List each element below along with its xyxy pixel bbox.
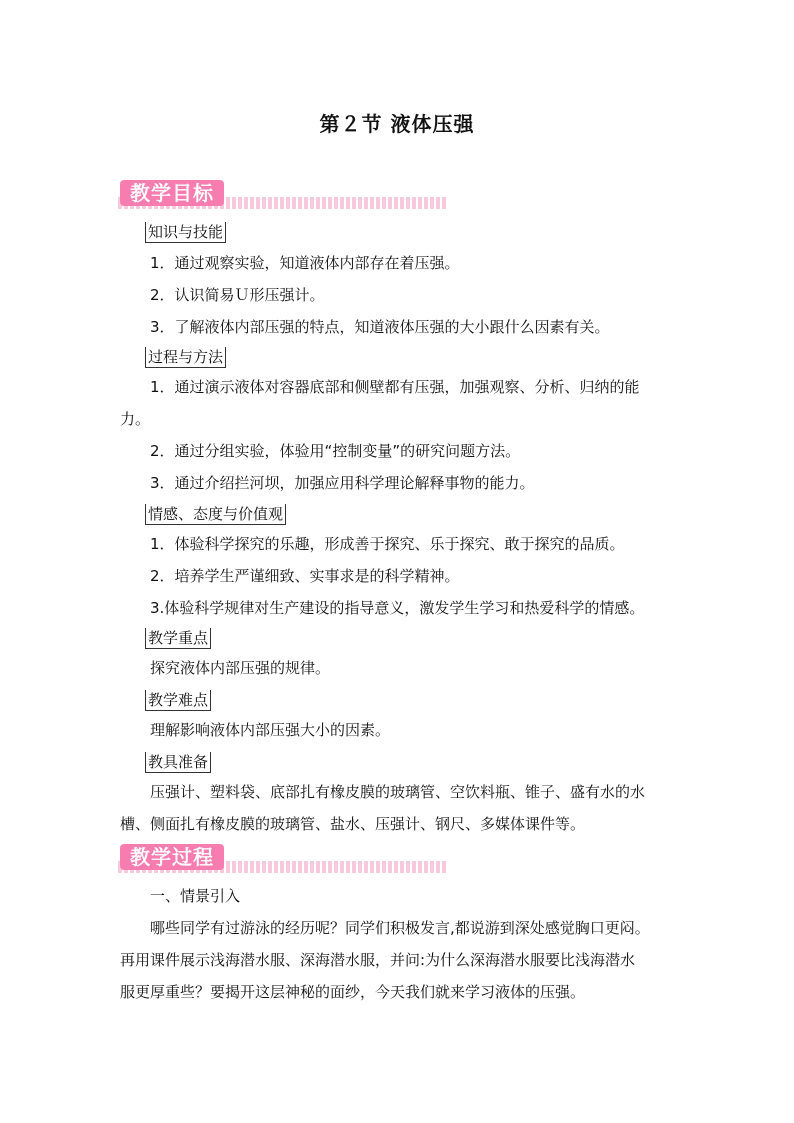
emotion-item: 1．体验科学探究的乐趣，形成善于探究、乐于探究、敢于探究的品质。: [150, 535, 625, 553]
emotion-item: 2．培养学生严谨细致、实事求是的科学精神。: [150, 567, 460, 585]
process-item: 3．通过介绍拦河坝，加强应用科学理论解释事物的能力。: [150, 474, 535, 492]
subheading-tools: 教具准备: [145, 752, 211, 773]
intro-line: 哪些同学有过游泳的经历呢？同学们积极发言,都说游到深处感觉胸口更闷。: [150, 919, 650, 937]
difficulty-text: 理解影响液体内部压强大小的因素。: [150, 721, 391, 739]
tools-line: 压强计、塑料袋、底部扎有橡皮膜的玻璃管、空饮料瓶、锥子、盛有水的水: [150, 783, 646, 801]
subheading-key-point: 教学重点: [145, 628, 211, 649]
knowledge-item: 2．认识简易Ｕ形压强计。: [150, 286, 325, 304]
knowledge-item: 1．通过观察实验，知道液体内部存在着压强。: [150, 254, 460, 272]
subheading-emotion: 情感、态度与价值观: [145, 504, 286, 525]
page-title: 第２节 液体压强: [319, 112, 475, 136]
subheading-difficulty: 教学难点: [145, 690, 211, 711]
banner-label: 教学过程: [120, 844, 224, 870]
tools-line: 槽、侧面扎有橡皮膜的玻璃管、盐水、压强计、钢尺、多媒体课件等。: [120, 815, 586, 833]
process-item: 2．通过分组实验，体验用“控制变量”的研究问题方法。: [150, 442, 521, 460]
emotion-item: 3.体验科学规律对生产建设的指导意义，激发学生学习和热爱科学的情感。: [150, 599, 645, 617]
intro-line: 服更厚重些？要揭开这层神秘的面纱，今天我们就来学习液体的压强。: [120, 983, 586, 1001]
process-item-continued: 力。: [120, 410, 151, 428]
process-item: 1．通过演示液体对容器底部和侧壁都有压强，加强观察、分析、归纳的能: [150, 378, 640, 396]
subheading-process: 过程与方法: [145, 347, 226, 368]
intro-heading: 一、情景引入: [150, 887, 241, 905]
key-point-text: 探究液体内部压强的规律。: [150, 659, 331, 677]
banner-label: 教学目标: [120, 180, 224, 206]
subheading-knowledge: 知识与技能: [145, 222, 226, 243]
section-banner-goals: [118, 180, 448, 212]
knowledge-item: 3．了解液体内部压强的特点，知道液体压强的大小跟什么因素有关。: [150, 318, 610, 336]
section-banner-process: [118, 844, 448, 876]
intro-line: 再用课件展示浅海潜水服、深海潜水服，并问:为什么深海潜水服要比浅海潜水: [120, 951, 636, 969]
